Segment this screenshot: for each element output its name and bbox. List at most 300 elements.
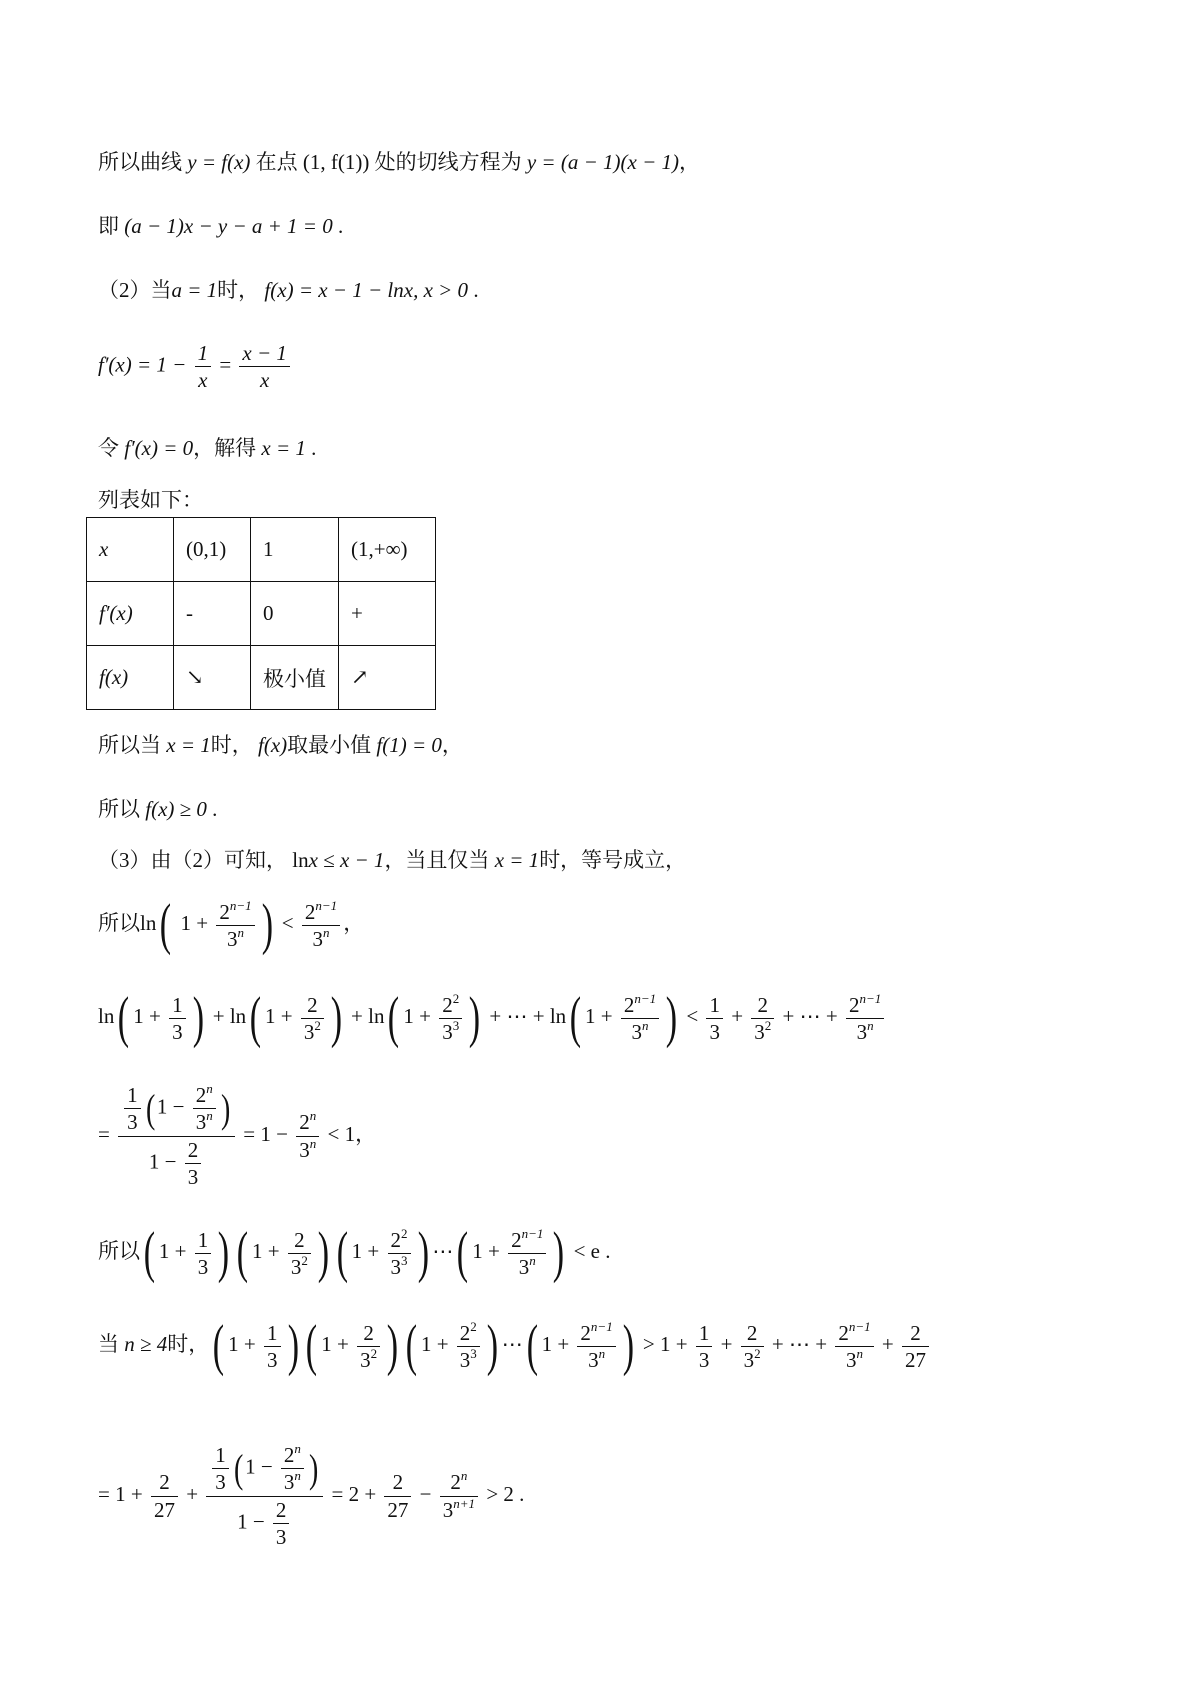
table-cell: + (339, 582, 436, 646)
numerator: 1 (169, 992, 186, 1019)
fraction (439, 992, 462, 1046)
exponent: 2 (754, 1345, 761, 1361)
exponent: 2 (470, 1318, 477, 1334)
fraction (706, 992, 723, 1046)
numerator (216, 899, 254, 926)
exponent: 3 (452, 1017, 460, 1033)
paren: ) (192, 986, 204, 1049)
text: 令 (98, 436, 119, 460)
denominator: 27 (153, 1497, 175, 1522)
fraction (388, 1227, 411, 1281)
denominator (440, 1497, 478, 1523)
paren: ) (261, 893, 273, 956)
text: 即 (98, 214, 119, 238)
base: 3 (195, 1110, 207, 1135)
text-line-12 (98, 1082, 376, 1190)
table-cell: 0 (251, 582, 339, 646)
paren: ( (213, 1314, 225, 1377)
math: 1 + (420, 1332, 449, 1357)
fraction (440, 1469, 478, 1523)
math: ln (292, 848, 309, 872)
numerator (440, 1469, 478, 1496)
numerator (508, 1227, 546, 1254)
math: = 1 + (98, 1481, 143, 1506)
paren: ) (553, 1221, 565, 1284)
math: 1 + (321, 1332, 349, 1357)
exponent: n (294, 1468, 301, 1484)
math: 1 + (228, 1332, 256, 1357)
paren: ) (622, 1314, 634, 1377)
table-cell: x (87, 518, 174, 582)
numerator: 2 (902, 1320, 929, 1347)
exponent: n (294, 1440, 301, 1456)
denominator (193, 1109, 216, 1135)
numerator (621, 992, 659, 1019)
text-line-1 (98, 152, 700, 173)
paren: ) (218, 1221, 230, 1284)
math: (a − 1)x − y − a + 1 = 0 (124, 214, 333, 238)
fraction (902, 1320, 929, 1374)
exponent: 2 (370, 1345, 378, 1361)
paren: ) (417, 1221, 429, 1284)
denominator (508, 1254, 546, 1280)
numerator (118, 1082, 235, 1137)
fraction (151, 1469, 178, 1523)
math: 1 + (180, 911, 209, 936)
text: 时， (167, 1332, 210, 1357)
paren: ( (405, 1314, 418, 1377)
table-cell: 极小值 (251, 646, 339, 710)
table-cell: f′(x) (87, 582, 174, 646)
math: ln (368, 1004, 385, 1029)
base: 3 (743, 1347, 755, 1372)
denominator: 3 (709, 1019, 720, 1044)
math: ln (549, 1004, 567, 1029)
base: 3 (312, 926, 324, 951)
math: f(x) (258, 733, 288, 757)
math: x = 1 (166, 733, 211, 757)
fraction (206, 1442, 323, 1550)
fraction (296, 1109, 319, 1163)
denominator: 3 (215, 1470, 226, 1495)
math: 1 − (156, 1094, 185, 1119)
text-line-11 (98, 986, 887, 1049)
denominator (301, 1019, 324, 1045)
math: x (403, 278, 414, 302)
base: 3 (390, 1254, 401, 1279)
math: (1, f(1)) (302, 150, 370, 174)
numerator: 2 (185, 1137, 202, 1164)
base: 2 (838, 1320, 849, 1345)
denominator: 3 (172, 1019, 183, 1044)
table-row (87, 582, 436, 646)
numerator (281, 1442, 304, 1469)
fraction (301, 992, 324, 1046)
math: 1 − (148, 1149, 177, 1174)
denominator: 3 (267, 1347, 278, 1372)
denominator: 3 (698, 1347, 710, 1372)
math: 1 + (133, 1004, 161, 1029)
math: + ⋯ + (489, 1004, 545, 1029)
denominator (118, 1137, 235, 1191)
fraction (185, 1137, 202, 1191)
exponent: n−1 (315, 897, 338, 913)
numerator: 1 (124, 1082, 141, 1109)
fraction (212, 1442, 229, 1496)
numerator: 2 (741, 1320, 764, 1347)
text-line-13 (98, 1221, 611, 1284)
text: 处的切线方程为 (374, 150, 522, 174)
denominator: x (198, 368, 208, 393)
paren: ( (569, 986, 582, 1049)
fraction (193, 1082, 216, 1136)
text: 时， (210, 733, 253, 757)
exponent: n (237, 924, 244, 940)
base: 3 (283, 1470, 295, 1495)
exponent: n (206, 1108, 213, 1124)
text: 所以 (98, 1239, 140, 1264)
denominator: 3 (197, 1254, 209, 1279)
base: 2 (450, 1470, 461, 1495)
denominator (439, 1019, 462, 1045)
exponent: n (460, 1468, 468, 1484)
punct: . (212, 797, 218, 821)
text: 所以 (98, 797, 140, 821)
text: 所以 (98, 911, 140, 936)
base: 3 (846, 1347, 857, 1372)
base: 3 (856, 1019, 868, 1044)
math: a = 1 (171, 278, 218, 302)
denominator: 3 (127, 1110, 138, 1135)
fraction (741, 1320, 764, 1374)
paren: ) (486, 1314, 498, 1377)
exponent: n (323, 924, 330, 940)
denominator (741, 1347, 764, 1373)
numerator (439, 992, 462, 1019)
table-cell: (1,+∞) (339, 518, 436, 582)
text: （3）由（2）可知， (98, 848, 287, 872)
paren: ( (457, 1221, 469, 1284)
math: x = 1 (261, 436, 306, 460)
math: ⋯ (501, 1332, 523, 1357)
math: f′(x) = 0 (124, 436, 194, 460)
fraction (264, 1320, 281, 1374)
base: 2 (299, 1110, 310, 1135)
numerator: 2 (273, 1497, 290, 1524)
fraction (195, 1227, 212, 1281)
numerator: 2 (357, 1320, 380, 1347)
paren: ( (160, 893, 172, 956)
numerator: 2 (288, 1227, 311, 1254)
text: 时，等号成立， (539, 848, 687, 872)
math: < (686, 1004, 699, 1029)
denominator: 27 (905, 1347, 927, 1372)
exponent: n (309, 1135, 317, 1151)
fraction (508, 1227, 546, 1281)
text: 当 (98, 1332, 119, 1357)
text-line-10 (98, 893, 365, 956)
exponent: n−1 (848, 1318, 871, 1334)
exponent: 3 (470, 1345, 477, 1361)
numerator: 2 (151, 1469, 178, 1496)
denominator (621, 1019, 659, 1045)
paren: ) (308, 1445, 319, 1491)
math: > 2 . (486, 1481, 525, 1506)
punct: ， (679, 150, 700, 174)
math: < 1 (327, 1121, 356, 1146)
math: 1 + (541, 1332, 570, 1357)
fraction (696, 1320, 713, 1374)
punct: . (311, 436, 317, 460)
text-line-8 (98, 799, 217, 820)
table-cell: f(x) (87, 646, 174, 710)
denominator (577, 1347, 615, 1373)
paren: ( (388, 986, 400, 1049)
math: f′(x) = 1 − (98, 352, 187, 377)
exponent: n (309, 1108, 317, 1124)
fraction (384, 1469, 411, 1523)
numerator: 2 (301, 992, 324, 1019)
exponent: n−1 (229, 897, 252, 913)
denominator: 3 (187, 1164, 199, 1189)
numerator (835, 1320, 873, 1347)
numerator (193, 1082, 216, 1109)
base: 2 (283, 1443, 295, 1467)
text-line-5 (98, 438, 316, 459)
base: 3 (360, 1347, 371, 1372)
math: < (281, 911, 294, 936)
math: = 1 − (243, 1121, 288, 1146)
numerator: 1 (706, 992, 723, 1019)
numerator: x − 1 (239, 340, 290, 367)
table-cell: ↘ (174, 646, 251, 710)
exponent: n (867, 1017, 874, 1033)
fraction (846, 992, 884, 1046)
fraction (835, 1320, 873, 1374)
denominator (751, 1019, 774, 1045)
base: 2 (390, 1227, 401, 1252)
text-line-14 (98, 1314, 932, 1377)
math: + ⋯ + (782, 1004, 838, 1029)
math: y = (a − 1)(x − 1) (526, 150, 679, 174)
math: + (881, 1332, 894, 1357)
table-cell: - (174, 582, 251, 646)
paren: ) (469, 986, 481, 1049)
paren: ( (118, 986, 130, 1049)
denominator: 3 (275, 1524, 287, 1549)
fraction (169, 992, 186, 1046)
exponent: n (529, 1252, 536, 1268)
base: 3 (303, 1019, 315, 1044)
math: < e . (573, 1239, 611, 1264)
paren: ( (143, 1221, 156, 1284)
denominator (216, 926, 254, 952)
numerator (206, 1442, 323, 1497)
numerator: 1 (696, 1320, 713, 1347)
base: 2 (219, 899, 230, 924)
punct: ， (355, 1121, 377, 1146)
table-row (87, 646, 436, 710)
fraction (195, 340, 212, 394)
paren: ) (386, 1314, 399, 1377)
exponent: 3 (401, 1252, 408, 1268)
punct: . (337, 214, 344, 238)
denominator (835, 1347, 873, 1373)
fraction (357, 1320, 380, 1374)
base: 3 (299, 1137, 310, 1162)
base: 3 (518, 1254, 530, 1279)
text: ，当且仅当 (384, 848, 490, 872)
math: y = f(x) (187, 150, 251, 174)
numerator (457, 1320, 480, 1347)
math: 1 + (585, 1004, 613, 1029)
paren: ) (665, 986, 678, 1049)
math: f(x) ≥ 0 (145, 797, 207, 821)
math: 1 − (245, 1454, 273, 1479)
text-line-15 (98, 1442, 524, 1550)
math: 1 + (158, 1239, 187, 1264)
punct: . (473, 278, 479, 302)
denominator (281, 1469, 304, 1495)
base: 3 (442, 1019, 453, 1044)
exponent: n−1 (634, 990, 657, 1006)
math: + (212, 1004, 225, 1029)
table-cell: (0,1) (174, 518, 251, 582)
fraction (118, 1082, 235, 1190)
fraction (273, 1497, 290, 1551)
fraction (281, 1442, 304, 1496)
math: f(x) = x − 1 − ln (264, 278, 404, 302)
math: 1 + (252, 1239, 280, 1264)
text: 取最小值 (287, 733, 372, 757)
denominator: 27 (387, 1497, 409, 1522)
numerator: 2 (384, 1469, 411, 1496)
math: x ≤ x − 1 (308, 848, 385, 872)
base: 2 (195, 1083, 207, 1107)
text: 所以曲线 (98, 150, 182, 174)
numerator (577, 1320, 615, 1347)
denominator (296, 1137, 319, 1163)
denominator (302, 926, 340, 952)
table-cell: 1 (251, 518, 339, 582)
math: f(1) = 0 (376, 733, 442, 757)
punct: ， (441, 733, 463, 757)
paren: ( (306, 1314, 318, 1377)
base: 2 (304, 899, 316, 924)
exponent: n−1 (521, 1225, 544, 1241)
base: 3 (226, 926, 238, 951)
exponent: 2 (314, 1017, 321, 1033)
base: 3 (442, 1497, 454, 1522)
text-line-4 (98, 340, 293, 394)
numerator: 1 (212, 1442, 229, 1469)
math: ⋯ (432, 1239, 454, 1264)
text: （2）当 (98, 278, 172, 302)
denominator (357, 1347, 380, 1373)
denominator (846, 1019, 884, 1045)
text: ，解得 (193, 436, 257, 460)
paren: ( (249, 986, 262, 1049)
denominator (206, 1497, 323, 1551)
math: , x > 0 (413, 278, 469, 302)
paren: ) (317, 1221, 329, 1284)
denominator: x (260, 368, 270, 393)
fraction (577, 1320, 615, 1374)
paren: ( (526, 1314, 538, 1377)
text: 所以当 (98, 733, 161, 757)
exponent: n (206, 1080, 213, 1096)
text-line-6: 列表如下： (98, 488, 203, 512)
denominator (457, 1347, 480, 1373)
text-line-3 (98, 280, 479, 301)
base: 3 (588, 1347, 599, 1372)
exponent: 2 (401, 1225, 408, 1241)
paren: ( (145, 1085, 155, 1131)
math: = (98, 1121, 110, 1146)
base: 2 (580, 1320, 591, 1345)
punct: ， (343, 911, 365, 936)
exponent: n−1 (590, 1318, 613, 1334)
fraction (124, 1082, 141, 1136)
math: n ≥ 4 (124, 1332, 168, 1357)
denominator (288, 1254, 311, 1280)
math: = 2 + (331, 1481, 377, 1506)
denominator (388, 1254, 411, 1280)
text: 在点 (255, 150, 298, 174)
math: x = 1 (494, 848, 540, 872)
math: + ⋯ + (771, 1332, 828, 1357)
fraction (621, 992, 659, 1046)
fraction (302, 899, 340, 953)
base: 2 (623, 992, 635, 1017)
math: ln (140, 911, 157, 936)
math: + (720, 1332, 733, 1357)
paren: ( (236, 1221, 249, 1284)
base: 2 (442, 992, 453, 1017)
exponent: n (642, 1017, 649, 1033)
table-row (87, 518, 436, 582)
exponent: n−1 (859, 990, 882, 1006)
math: 1 + (351, 1239, 380, 1264)
math: 1 − (237, 1509, 265, 1534)
fraction (751, 992, 774, 1046)
equals: = (219, 352, 232, 377)
math: 1 + (472, 1239, 500, 1264)
math: > 1 + (642, 1332, 688, 1357)
math: ln (98, 1004, 115, 1029)
fraction (216, 899, 254, 953)
math: − (419, 1481, 432, 1506)
paren: ) (220, 1085, 231, 1131)
exponent: 2 (764, 1017, 772, 1033)
text-line-9 (98, 850, 686, 871)
exponent: 2 (452, 990, 460, 1006)
text-line-2 (98, 216, 343, 237)
paren: ( (336, 1221, 348, 1284)
numerator (296, 1109, 319, 1136)
base: 3 (459, 1347, 471, 1372)
paren: ) (287, 1314, 299, 1377)
numerator: 1 (195, 340, 212, 367)
base: 2 (459, 1320, 471, 1345)
text-line-7 (98, 735, 463, 756)
numerator: 1 (264, 1320, 281, 1347)
variation-table (86, 517, 436, 710)
text: 时， (217, 278, 260, 302)
numerator: 2 (751, 992, 774, 1019)
numerator (388, 1227, 411, 1254)
fraction (457, 1320, 480, 1374)
